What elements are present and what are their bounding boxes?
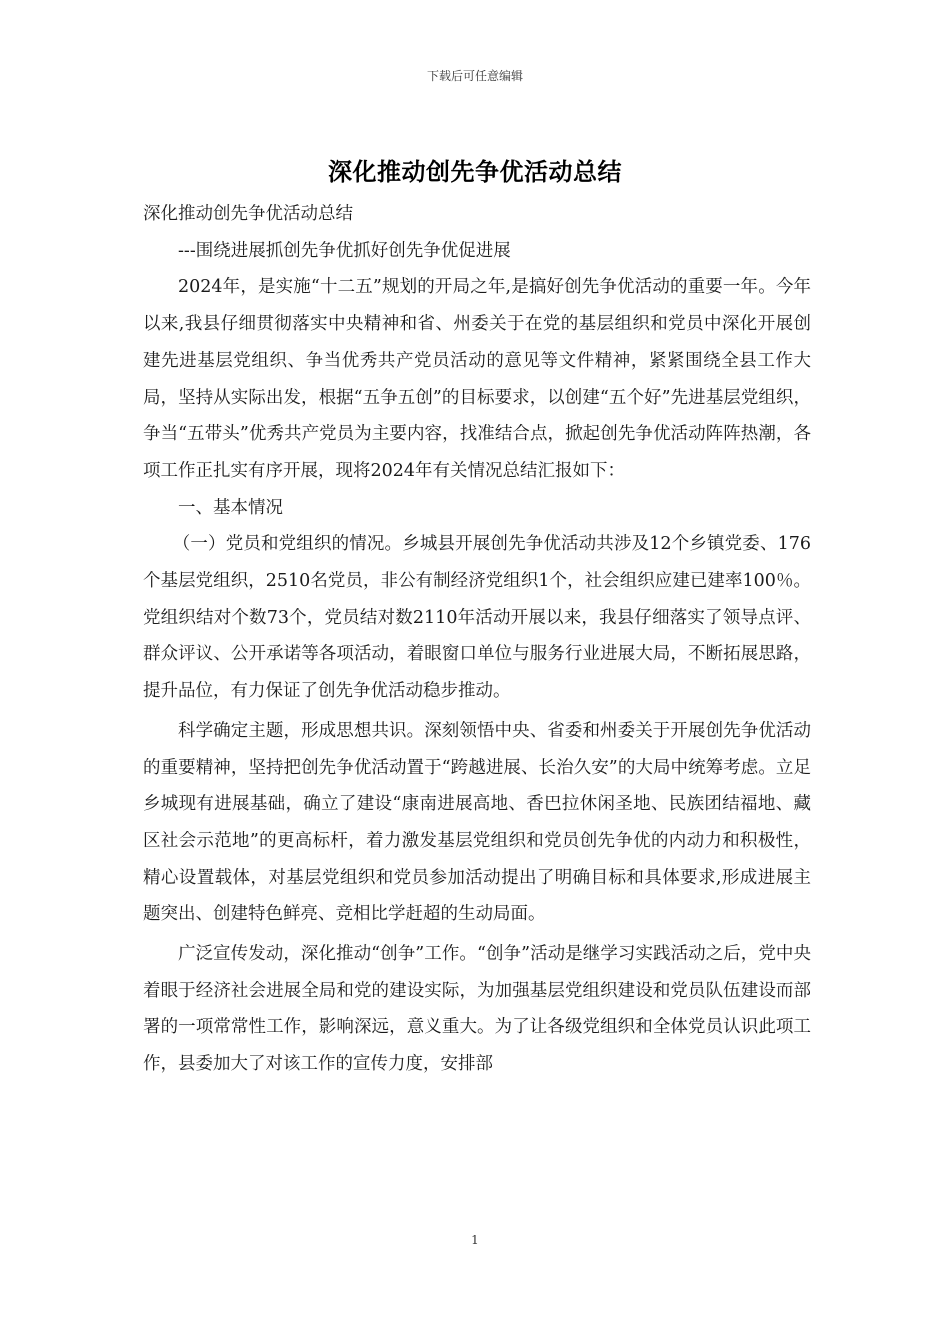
paragraph-intro: 2024年，是实施“十二五”规划的开局之年,是搞好创先争优活动的重要一年。今年以来,我县仔细贯彻落实中央精神和省、州委关于在党的基层组织和党员中深化开展创建先进基层党组织、争当优秀共产党员活动的意见等文件精神，紧紧围绕全县工作大局，坚持从实际出发，根据“五争五创”的目标要求，以创建“五个好”先进基层党组织，争当“五带头”优秀共产党员为主要内容，找准结合点，掀起创先争优活动阵阵热潮，各项工作正扎实有序开展，现将2024年有关情况总结汇报如下： [143, 277, 811, 481]
paragraph-party-members: （一）党员和党组织的情况。乡城县开展创先争优活动共涉及12个乡镇党委、176个基层党组织，2510名党员，非公有制经济党组织1个，社会组织应建已建率100％。党组织结对个数73个，党员结对数2110年活动开展以来，我县仔细落实了领导点评、群众评议、公开承诺等各项活动，着眼窗口单位与服务行业进展大局，不断拓展思路，提升品位，有力保证了创先争优活动稳步推动。 [143, 534, 811, 702]
document-title: 深化推动创先争优活动总结 [328, 157, 622, 186]
paragraph-theme-consensus: 科学确定主题，形成思想共识。深刻领悟中央、省委和州委关于开展创先争优活动的重要精神，坚持把创先争优活动置于“跨越进展、长治久安”的大局中统筹考虑。立足乡城现有进展基础，确立了建设“康南进展高地、香巴拉休闲圣地、民族团结福地、藏区社会示范地”的更高标杆，着力激发基层党组织和党员创先争优的内动力和积极性，精心设置载体，对基层党组织和党员参加活动提出了明确目标和具体要求,形成进展主题突出、创建特色鲜亮、竞相比学赶超的生动局面。 [143, 720, 811, 925]
theme-line: ---围绕进展抓创先争优抓好创先争优促进展 [178, 240, 511, 261]
page-number: 1 [471, 1233, 479, 1247]
document-body [143, 196, 811, 1083]
paragraph-publicity: 广泛宣传发动，深化推动“创争”工作。“创争”活动是继学习实践活动之后，党中央着眼于经济社会进展全局和党的建设实际，为加强基层党组织建设和党员队伍建设而部署的一项常常性工作，影响深远，意义重大。为了让各级党组织和全体党员认识此项工作，县委加大了对该工作的宣传力度，安排部 [143, 944, 811, 1075]
section-heading-basic-situation: 一、基本情况 [178, 497, 283, 518]
document-subtitle: 深化推动创先争优活动总结 [143, 204, 353, 224]
page-header-note: 下载后可任意编辑 [426, 69, 523, 83]
